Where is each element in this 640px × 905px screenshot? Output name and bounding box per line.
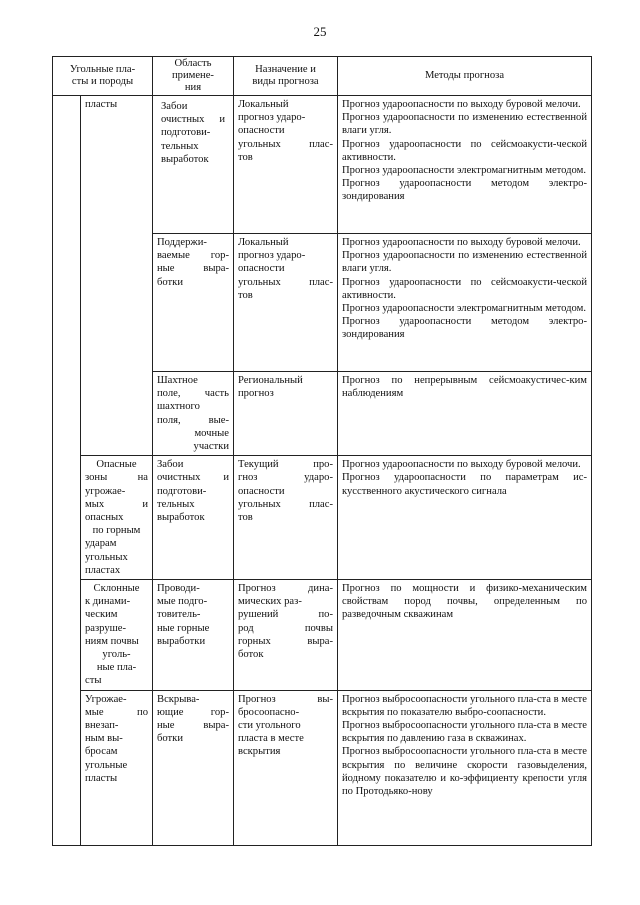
table-header-row [53, 57, 592, 96]
area-line: очистных и [157, 472, 229, 484]
group-line: пласты [85, 772, 118, 784]
purpose-line: род почвы [238, 622, 333, 634]
area-line: Шахтное [157, 375, 198, 386]
area-line: поле, часть [157, 388, 229, 400]
purpose-cell [234, 234, 338, 372]
methods-cell [338, 690, 592, 845]
area-line: ботки [157, 276, 183, 288]
table-row [53, 690, 592, 845]
purpose-line: тов [238, 289, 253, 301]
purpose-cell [234, 372, 338, 456]
method-item: Прогноз удароопасности по изменению естественной влаги угля. [342, 250, 587, 275]
group-line: угрожае- [85, 485, 126, 497]
group-cell [81, 580, 153, 691]
purpose-line: горных выра- [238, 635, 333, 647]
area-line: ющие гор- [157, 706, 229, 718]
purpose-line: Прогноз дина- [238, 583, 333, 595]
purpose-line: опасности [238, 125, 285, 137]
group-line: Опасные [96, 459, 137, 471]
purpose-line: Региональный [238, 375, 303, 386]
group-line: мых и [85, 498, 148, 510]
purpose-line: опасности [238, 263, 285, 275]
group-cell [81, 690, 153, 845]
purpose-line: Локальный [238, 99, 289, 110]
purpose-line: мических раз- [238, 596, 302, 608]
purpose-line: гноз ударо- [238, 472, 333, 484]
area-cell [153, 690, 234, 845]
method-item: Прогноз удароопасности методом электро-зондирования [342, 178, 587, 203]
methods-cell [338, 96, 592, 234]
method-item: Прогноз выбросоопасности угольного пла-ста в месте вскрытия по давлению газа в скважинах. [342, 720, 588, 745]
area-line: Забои [157, 459, 184, 471]
method-item: Прогноз по мощности и физико-механическим свойствам пород почвы, определенным по разведочным скважинам [342, 583, 587, 621]
area-line: ные выра- [157, 720, 229, 732]
group-line: ческим [85, 609, 118, 621]
purpose-line: Текущий про- [238, 459, 333, 471]
purpose-line: рушений по- [238, 609, 333, 621]
group-line: Угрожае- [85, 693, 127, 705]
purpose-line: прогноз ударо- [238, 250, 306, 262]
method-item: Прогноз удароопасности электромагнитным методом. [342, 303, 586, 315]
group-line: внезап- [85, 720, 119, 732]
area-cell [153, 96, 234, 234]
area-cell [153, 372, 234, 456]
group-line: по горным [92, 525, 141, 537]
area-line: ные горные [157, 622, 210, 634]
group-line: угольных [85, 551, 128, 563]
group-line: мые по [85, 706, 148, 718]
group-line: опасных [85, 512, 124, 524]
group-line: уголь- [102, 649, 131, 661]
forecast-methods-table [52, 56, 592, 846]
header-area-line1: Область [174, 58, 212, 69]
area-line: Вскрыва- [157, 693, 200, 705]
area-cell [153, 456, 234, 580]
group-line: ударам [85, 538, 117, 550]
method-item: Прогноз удароопасности по выходу буровой мелочи. [342, 99, 581, 110]
area-line: мочные [194, 427, 229, 439]
purpose-line: боток [238, 649, 264, 661]
area-line: шахтного [157, 401, 200, 413]
area-text [157, 98, 229, 168]
method-item: Прогноз выбросоопасности угольного пла-ста в месте вскрытия по величине скорости газовыделения, йодному показателю и ко-эффициенту крепости угля по Протодьяко-нову [342, 746, 588, 798]
header-purpose-line2: виды прогноза [252, 76, 319, 87]
purpose-line: прогноз ударо- [238, 112, 306, 124]
purpose-line: сти угольного [238, 720, 301, 732]
area-line: тельных [157, 498, 195, 510]
area-line: товитель- [157, 609, 201, 621]
header-coal-seams-line1: Угольные пла- [69, 64, 136, 75]
methods-cell [338, 580, 592, 691]
method-item: Прогноз удароопасности электромагнитным методом. [342, 165, 586, 177]
method-item: Прогноз удароопасности по параметрам ис-кусственного акустического сигнала [342, 472, 587, 497]
group-line: ниям почвы [85, 635, 139, 647]
purpose-line: тов [238, 151, 253, 163]
purpose-line: вскрытия [238, 746, 281, 758]
area-line: выработок [161, 153, 209, 165]
purpose-cell [234, 690, 338, 845]
table-row [53, 456, 592, 580]
methods-cell [338, 456, 592, 580]
purpose-line: угольных плас- [238, 498, 333, 510]
group-line: бросам [85, 746, 118, 758]
purpose-line: прогноз [238, 388, 274, 400]
group-line: ные пла- [96, 662, 137, 674]
area-line: участки [193, 441, 229, 453]
group-line: угольные [85, 759, 128, 771]
header-coal-seams [53, 57, 153, 96]
group-cell: пласты [81, 96, 153, 456]
area-cell [153, 580, 234, 691]
method-item: Прогноз удароопасности по сейсмоакусти-ческой активности. [342, 276, 587, 301]
area-cell [153, 234, 234, 372]
purpose-line: Локальный [238, 237, 289, 248]
group-line: пластах [85, 564, 121, 576]
header-methods: Методы прогноза [338, 57, 592, 96]
purpose-line: опасности [238, 485, 285, 497]
left-margin-cell [53, 96, 81, 846]
purpose-line: угольных плас- [238, 138, 333, 150]
group-line: к динами- [85, 596, 131, 608]
group-line: зоны на [85, 472, 148, 484]
area-line: очистных и [161, 114, 225, 126]
header-area-line2: примене- [172, 70, 214, 81]
method-item: Прогноз удароопасности методом электро-зондирования [342, 316, 587, 341]
purpose-cell [234, 456, 338, 580]
purpose-cell [234, 580, 338, 691]
purpose-line: пласта в месте [238, 733, 304, 745]
method-item: Прогноз удароопасности по сейсмоакусти-ческой активности. [342, 138, 587, 163]
header-purpose-line1: Назначение и [255, 64, 316, 75]
purpose-line: угольных плас- [238, 276, 333, 288]
header-coal-seams-line2: сты и породы [71, 76, 134, 87]
group-line: сты [85, 675, 102, 687]
area-line: ботки [157, 733, 183, 745]
method-item: Прогноз по непрерывным сейсмоакустичес-ким наблюдениям [342, 375, 587, 400]
group-cell [81, 456, 153, 580]
header-purpose [234, 57, 338, 96]
area-line: тельных [161, 140, 199, 152]
purpose-line: тов [238, 512, 253, 524]
area-line: поля, вые- [157, 414, 229, 426]
methods-cell [338, 372, 592, 456]
area-line: Проводи- [157, 583, 200, 595]
purpose-line: бросоопасно- [238, 706, 300, 718]
methods-cell [338, 234, 592, 372]
header-application-area [153, 57, 234, 96]
area-line: подготови- [161, 127, 211, 139]
method-item: Прогноз удароопасности по выходу буровой мелочи. [342, 459, 581, 471]
purpose-line: Прогноз вы- [238, 693, 333, 705]
page-number: 25 [313, 24, 327, 39]
header-area-line3: ния [184, 82, 202, 93]
area-line: Поддержи- [157, 237, 207, 248]
table-row [53, 580, 592, 691]
area-line: Забои [161, 101, 188, 112]
method-item: Прогноз удароопасности по выходу буровой мелочи. [342, 237, 581, 248]
group-line: ным вы- [85, 733, 123, 745]
area-line: подготови- [157, 485, 207, 497]
area-line: ные выра- [157, 263, 229, 275]
area-line: выработки [157, 635, 206, 647]
table-row [53, 96, 592, 234]
area-line: выработок [157, 512, 205, 524]
group-line: Склонные [93, 583, 140, 595]
purpose-cell [234, 96, 338, 234]
method-item: Прогноз удароопасности по изменению естественной влаги угля. [342, 112, 587, 137]
group-line: разруше- [85, 622, 127, 634]
area-line: ваемые гор- [157, 250, 229, 262]
method-item: Прогноз выбросоопасности угольного пла-ста в месте вскрытия по показателю выбро-соопасности. [342, 693, 588, 718]
area-line: мые подго- [157, 596, 208, 608]
